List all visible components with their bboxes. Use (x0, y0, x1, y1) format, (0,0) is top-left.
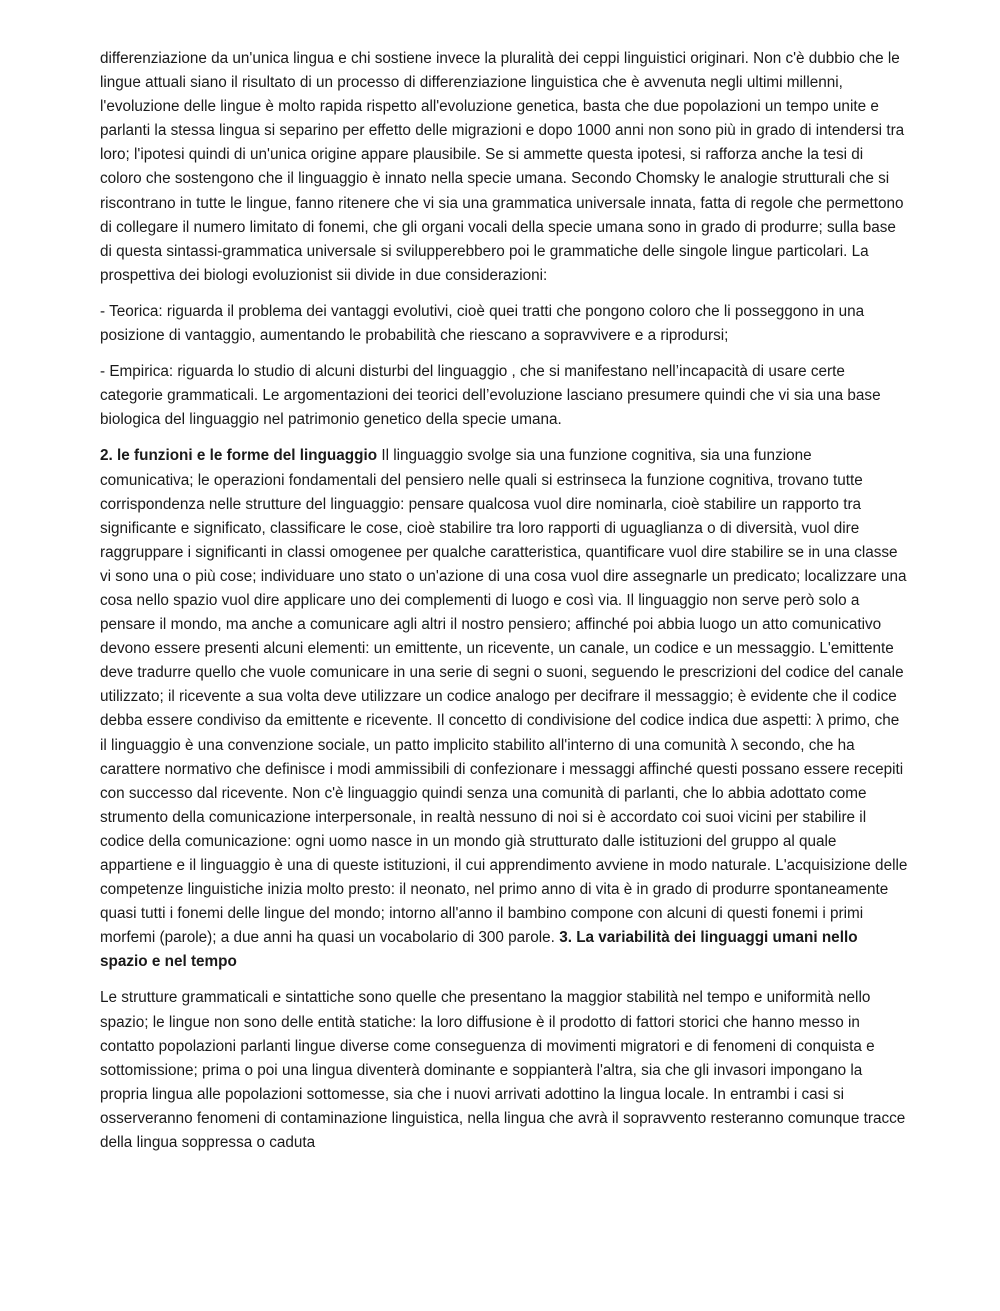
paragraph-variability: Le strutture grammaticali e sintattiche sono quelle che presentano la maggior stabilità nel tempo e uniformità nello spazio; le lingue non sono delle entità statiche: la loro diffusione è il prodotto di fattori storici che hanno messo in contatto popolazioni parlanti lingue diverse come conseguenza di movimenti migratori e di fenomeni di conquista e sottomissione; prima o poi una lingua diventerà dominante e soppianterà l'altra, sia che gli invasori impongano la propria lingua alle popolazioni sottomesse, sia che i nuovi arrivati adottino la lingua locale. In entrambi i casi si osserveranno fenomeni di contaminazione linguistica, nella lingua che avrà il sopravvento resteranno comunque tracce della lingua soppressa o caduta (100, 989, 906, 1152)
document-page (100, 47, 908, 1167)
paragraph-theoretical-perspective: - Teorica: riguarda il problema dei vantaggi evolutivi, cioè quei tratti che pongono coloro che li posseggono in una posizione di vantaggio, aumentando le probabilità che riescano a sopravvivere e a riprodursi; (100, 302, 865, 345)
paragraph-functions-and-forms (100, 444, 908, 974)
section-heading-functions: 2. le funzioni e le forme del linguaggio (100, 447, 378, 465)
paragraph-origin-of-languages: differenziazione da un'unica lingua e chi sostiene invece la pluralità dei ceppi linguistici originari. Non c'è dubbio che le lingue attuali siano il risultato di un processo di differenziazione linguistica che è avvenuta negli ultimi millenni, l'evoluzione delle lingue è molto rapida rispetto all'evoluzione genetica, basta che due popolazioni un tempo unite e parlanti la stessa lingua si separino per effetto delle migrazioni e dopo 1000 anni non sono più in grado di intendersi tra loro; l'ipotesi quindi di un'unica origine appare plausibile. Se si ammette questa ipotesi, si rafforza anche la tesi di coloro che sostengono che il linguaggio è innato nella specie umana. Secondo Chomsky le analogie strutturali che si riscontrano in tutte le lingue, fanno ritenere che vi sia una grammatica universale innata, fatta di regole che permettono di collegare il numero limitato di fonemi, che gli organi vocali della specie umana sono in grado di produrre; sulla base di questa sintassi-grammatica universale si svilupperebbero poi le grammatiche delle singole lingue particolari. La prospettiva dei biologi evoluzionist sii divide in due considerazioni: (100, 50, 905, 284)
section-heading-variability: 3. La variabilità dei linguaggi umani nello spazio e nel tempo (100, 929, 858, 971)
section-body-functions: Il linguaggio svolge sia una funzione cognitiva, sia una funzione comunicativa; le operazioni fondamentali del pensiero nelle quali si estrinseca la funzione cognitiva, trovano tutte corrispondenza nelle strutture del linguaggio: pensare qualcosa vuol dire nominarla, cioè stabilire un rapporto tra significante e significato, classificare le cose, cioè stabilire tra loro rapporti di uguaglianza o di diversità, vuol dire raggruppare i significanti in classi omogenee per qualche caratteristica, quantificare vuol dire stabilire se in una classe vi sono una o più cose; individuare uno stato o un'azione di una cosa vuol dire assegnarle un predicato; localizzare una cosa nello spazio vuol dire applicare uno dei complementi di luogo e così via. Il linguaggio non serve però solo a pensare il mondo, ma anche a comunicare agli altri il nostro pensiero; affinché poi abbia luogo un atto comunicativo devono essere presenti alcuni elementi: un emittente, un ricevente, un canale, un codice e un messaggio. L'emittente deve tradurre quello che vuole comunicare in una serie di segni o suoni, seguendo le prescrizioni del codice del canale utilizzato; il ricevente a sua volta deve utilizzare un codice analogo per decifrare il messaggio; è evidente che il codice debba essere condiviso da emittente e ricevente. Il concetto di condivisione del codice indica due aspetti: λ primo, che il linguaggio è una convenzione sociale, un patto implicito stabilito all'interno di una comunità λ secondo, che ha carattere normativo che definisce i modi ammissibili di confezionare i messaggi affinché questi possano essere recepiti con successo dal ricevente. Non c'è linguaggio quindi senza una comunità di parlanti, che lo abbia adottato come strumento della comunicazione interpersonale, in realtà nessuno di noi si è accordato coi suoi vicini per stabilire il codice della comunicazione: ogni uomo nasce in un mondo già strutturato dalle istituzioni del gruppo al quale appartiene e il linguaggio è una di queste istituzioni, il cui apprendimento avviene in modo naturale. L'acquisizione delle competenze linguistiche inizia molto presto: il neonato, nel primo anno di vita è in grado di produrre spontaneamente quasi tutti i fonemi delle lingue del mondo; intorno all'anno il bambino compone con alcuni di questi fonemi i primi morfemi (parole); a due anni ha quasi un vocabolario di 300 parole. (100, 447, 908, 947)
paragraph-empirical-perspective: - Empirica: riguarda lo studio di alcuni disturbi del linguaggio , che si manifestano nell’incapacità di usare certe categorie grammaticali. Le argomentazioni dei teorici dell’evoluzione lasciano presumere quindi che vi sia una base biologica del linguaggio nel patrimonio genetico della specie umana. (100, 363, 881, 429)
